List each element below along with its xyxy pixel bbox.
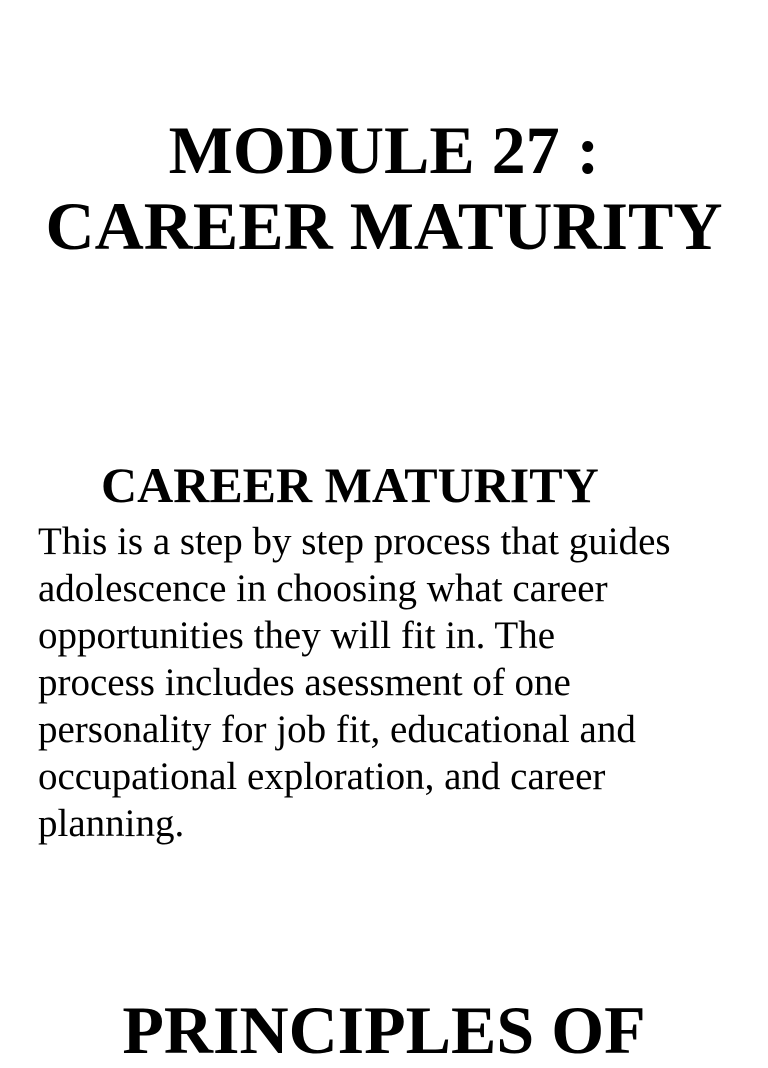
title-line-1: MODULE 27 : [168,112,600,188]
page-title [0,112,768,264]
paragraph-line: occupational exploration, and career [38,755,606,798]
paragraph-line: adolescence in choosing what career [38,567,608,610]
title-line-2: CAREER MATURITY [45,188,723,264]
paragraph-line: personality for job fit, educational and [38,708,636,751]
section-heading: CAREER MATURITY [101,457,599,513]
section-paragraph [38,518,763,847]
paragraph-line: process includes asessment of one [38,661,571,704]
paragraph-line: This is a step by step process that guides [38,520,671,563]
next-section-heading: PRINCIPLES OF [122,992,646,1068]
paragraph-line: opportunities they will fit in. The [38,614,556,657]
paragraph-line: planning. [38,802,185,845]
